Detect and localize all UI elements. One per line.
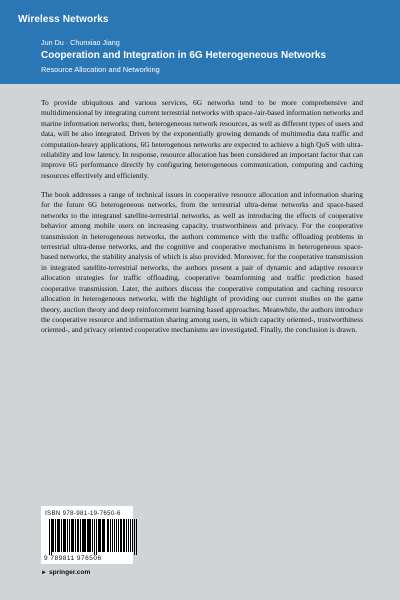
barcode-bar xyxy=(73,519,74,552)
isbn-label: ISBN 978-981-19-7650-6 xyxy=(45,510,121,517)
barcode-bar xyxy=(92,519,93,552)
barcode-bar xyxy=(87,519,89,552)
barcode-bar xyxy=(116,519,117,552)
barcode-bar xyxy=(136,519,137,555)
barcode-bar xyxy=(98,519,99,552)
barcode-bar xyxy=(49,519,50,555)
barcode-bar xyxy=(55,519,56,552)
publisher-link[interactable] xyxy=(41,569,90,576)
barcode-graphic xyxy=(49,519,137,555)
barcode-bar xyxy=(128,519,129,552)
barcode-bar xyxy=(58,519,60,552)
barcode-bar xyxy=(120,519,122,552)
barcode-bar xyxy=(134,519,135,555)
barcode-bar xyxy=(110,519,112,552)
barcode-bar xyxy=(61,519,62,552)
arrow-right-icon: ► xyxy=(41,569,47,576)
isbn-barcode-box xyxy=(41,506,133,564)
barcode-bar xyxy=(67,519,68,552)
barcode-bar xyxy=(85,519,86,552)
description-paragraph: To provide ubiquitous and various services, 6G networks tend to be more comprehensive and multidimensional by integrating current terrestrial networks with space-/air-based information networks and marine information networks; then, heterogeneous network resources, as well as different types of users and data, will be also integrated. Driven by the exponentially growing demands of multimedia data traffic and computation-heavy applications, 6G heterogenous networks are expected to achieve a high QoS with ultra-reliability and low latency. In response, resource allocation has been considered an important factor that can improve 6G performance directly by configuring heterogeneous communication, computing and caching resources effectively and efficiently. xyxy=(41,98,363,180)
description-paragraph: The book addresses a range of technical issues in cooperative resource allocation and information sharing for the future 6G heterogeneous networks, from the terrestrial ultra-dense networks and space-based networks to the integrated satellite-terrestrial networks, as well as introducing the effects of cooperative behavior among mobile users on increasing capacity, trustworthiness and privacy. For the cooperative transmission in heterogeneous networks, the authors commence with the traffic offloading problems in terrestrial ultra-dense networks, and the cognitive and cooperative mechanisms in heterogeneous space-based networks, the stability analysis of which is also provided. Moreover, for the cooperative transmission in integrated satellite-terrestrial networks, the authors present a pair of dynamic and adaptive resource allocation strategies for traffic offloading, cooperative beamforming and traffic prediction based cooperative transmission. Later, the authors discuss the cooperative computation and caching resource allocation in heterogeneous networks, with the highlight of providing our current studies on the game theory, auction theory and deep reinforcement learning based approaches. Meanwhile, the authors introduce the cooperative resource and information sharing among users, in which capacity oriented-, trustworthiness oriented-, and privacy oriented cooperative mechanisms are investigated. Finally, the conclusion is drawn. xyxy=(41,190,363,335)
barcode-bar xyxy=(77,519,79,552)
book-title: Cooperation and Integration in 6G Heterogeneous Networks xyxy=(41,50,327,61)
book-subtitle: Resource Allocation and Networking xyxy=(41,65,160,74)
barcode-bar xyxy=(80,519,81,552)
cover-header-band xyxy=(0,0,400,84)
barcode-bar xyxy=(123,519,124,552)
barcode-digits: 9 789811 976506 xyxy=(44,555,102,562)
book-description xyxy=(41,98,363,345)
series-title: Wireless Networks xyxy=(18,14,109,25)
barcode-bar xyxy=(103,519,105,552)
publisher-link-text: springer.com xyxy=(48,569,91,576)
book-authors: Jun Du · Chunxiao Jiang xyxy=(41,38,120,47)
